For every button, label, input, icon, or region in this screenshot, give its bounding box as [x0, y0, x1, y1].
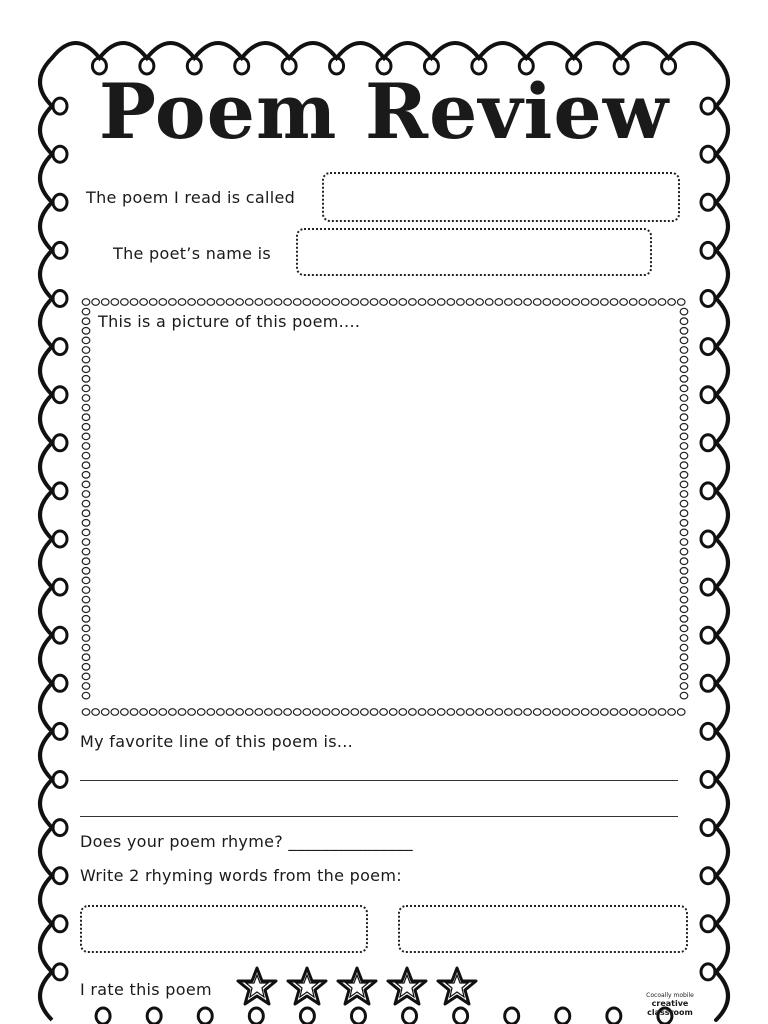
frame-ring: [610, 709, 618, 716]
frame-ring: [418, 299, 426, 306]
frame-ring: [82, 520, 90, 527]
frame-ring: [82, 308, 90, 315]
frame-ring: [255, 299, 263, 306]
frame-ring: [226, 299, 234, 306]
picture-label: This is a picture of this poem....: [98, 312, 361, 331]
frame-ring: [82, 376, 90, 383]
frame-ring: [680, 462, 688, 469]
border-curl: [53, 579, 67, 595]
border-left-edge: [40, 58, 52, 1020]
frame-ring: [341, 299, 349, 306]
frame-ring: [572, 709, 580, 716]
border-curl: [701, 291, 715, 307]
border-curl: [556, 1008, 570, 1024]
border-curl: [701, 964, 715, 980]
frame-ring: [649, 709, 657, 716]
frame-ring: [217, 299, 225, 306]
frame-ring: [101, 709, 109, 716]
page-title: Poem Review: [98, 67, 670, 156]
frame-ring: [82, 414, 90, 421]
poem-title-box[interactable]: [322, 172, 680, 222]
frame-ring: [680, 548, 688, 555]
frame-ring: [677, 709, 685, 716]
frame-ring: [680, 558, 688, 565]
frame-ring: [255, 709, 263, 716]
logo-line-1: Cocoally mobile: [646, 992, 694, 999]
frame-ring: [92, 709, 100, 716]
frame-ring: [680, 692, 688, 699]
frame-ring: [149, 709, 157, 716]
frame-ring: [265, 709, 273, 716]
frame-ring: [82, 347, 90, 354]
rhyming-words-label: Write 2 rhyming words from the poem:: [80, 866, 402, 885]
frame-ring: [82, 318, 90, 325]
border-curl: [505, 1008, 519, 1024]
frame-ring: [680, 673, 688, 680]
frame-ring: [197, 299, 205, 306]
frame-ring: [380, 709, 388, 716]
border-curl: [701, 723, 715, 739]
border-curl: [53, 627, 67, 643]
frame-ring: [572, 299, 580, 306]
frame-ring: [245, 299, 253, 306]
frame-ring: [668, 299, 676, 306]
frame-ring: [207, 299, 215, 306]
border-curl: [53, 242, 67, 258]
frame-ring: [447, 709, 455, 716]
frame-ring: [680, 683, 688, 690]
frame-ring: [82, 424, 90, 431]
frame-ring: [680, 433, 688, 440]
frame-ring: [495, 709, 503, 716]
frame-ring: [581, 709, 589, 716]
frame-ring: [680, 577, 688, 584]
frame-ring: [82, 606, 90, 613]
frame-ring: [399, 709, 407, 716]
frame-ring: [389, 299, 397, 306]
frame-ring: [121, 299, 129, 306]
frame-ring: [82, 664, 90, 671]
frame-ring: [82, 577, 90, 584]
frame-ring: [341, 709, 349, 716]
frame-ring: [82, 433, 90, 440]
frame-ring: [620, 709, 628, 716]
star-icon[interactable]: [436, 966, 478, 1006]
frame-ring: [680, 481, 688, 488]
frame-ring: [82, 452, 90, 459]
frame-ring: [680, 395, 688, 402]
frame-ring: [82, 481, 90, 488]
frame-ring: [658, 709, 666, 716]
frame-ring: [514, 709, 522, 716]
frame-ring: [236, 709, 244, 716]
frame-ring: [197, 709, 205, 716]
border-curl: [300, 1008, 314, 1024]
frame-ring: [399, 299, 407, 306]
frame-ring: [82, 644, 90, 651]
frame-ring: [82, 596, 90, 603]
frame-ring: [680, 606, 688, 613]
frame-ring: [543, 709, 551, 716]
frame-ring: [649, 299, 657, 306]
border-curl: [53, 339, 67, 355]
frame-ring: [361, 709, 369, 716]
frame-ring: [629, 709, 637, 716]
border-curl: [351, 1008, 365, 1024]
frame-ring: [505, 709, 513, 716]
frame-ring: [680, 596, 688, 603]
frame-ring: [680, 376, 688, 383]
border-curl: [607, 1008, 621, 1024]
frame-ring: [82, 443, 90, 450]
frame-ring: [140, 709, 148, 716]
frame-ring: [680, 520, 688, 527]
frame-ring: [82, 500, 90, 507]
frame-ring: [178, 709, 186, 716]
border-curl: [53, 964, 67, 980]
frame-ring: [680, 366, 688, 373]
frame-ring: [284, 299, 292, 306]
frame-ring: [457, 709, 465, 716]
frame-ring: [82, 529, 90, 536]
frame-ring: [370, 709, 378, 716]
frame-ring: [680, 616, 688, 623]
frame-ring: [680, 385, 688, 392]
frame-ring: [82, 491, 90, 498]
frame-ring: [680, 491, 688, 498]
frame-ring: [514, 299, 522, 306]
frame-ring: [680, 500, 688, 507]
frame-ring: [533, 709, 541, 716]
frame-ring: [82, 616, 90, 623]
border-curl: [701, 531, 715, 547]
frame-ring: [274, 709, 282, 716]
star-icon[interactable]: [336, 966, 378, 1006]
frame-ring: [476, 299, 484, 306]
frame-ring: [601, 299, 609, 306]
frame-ring: [332, 299, 340, 306]
frame-ring: [562, 299, 570, 306]
border-curl: [701, 579, 715, 595]
frame-ring: [680, 452, 688, 459]
frame-ring: [322, 709, 330, 716]
frame-ring: [313, 709, 321, 716]
border-curl: [147, 1008, 161, 1024]
frame-ring: [680, 414, 688, 421]
border-curl: [701, 387, 715, 403]
frame-ring: [82, 395, 90, 402]
frame-ring: [409, 299, 417, 306]
frame-ring: [130, 299, 138, 306]
frame-ring: [111, 709, 119, 716]
frame-ring: [466, 299, 474, 306]
frame-ring: [505, 299, 513, 306]
frame-ring: [543, 299, 551, 306]
poem-title-label: The poem I read is called: [86, 188, 296, 207]
frame-ring: [680, 529, 688, 536]
border-curl: [701, 675, 715, 691]
frame-ring: [620, 299, 628, 306]
picture-frame[interactable]: [80, 296, 690, 718]
frame-ring: [351, 299, 359, 306]
poet-name-box[interactable]: [296, 228, 652, 276]
border-curl: [53, 483, 67, 499]
frame-ring: [680, 587, 688, 594]
frame-ring: [293, 709, 301, 716]
frame-ring: [680, 539, 688, 546]
frame-ring: [680, 443, 688, 450]
frame-ring: [303, 299, 311, 306]
frame-ring: [428, 299, 436, 306]
frame-ring: [82, 548, 90, 555]
border-curl: [53, 675, 67, 691]
frame-ring: [169, 709, 177, 716]
border-curl: [701, 435, 715, 451]
frame-ring: [457, 299, 465, 306]
border-curl: [701, 483, 715, 499]
frame-ring: [82, 510, 90, 517]
border-curl: [53, 820, 67, 836]
poet-name-label: The poet’s name is: [113, 244, 272, 263]
frame-ring: [485, 299, 493, 306]
frame-ring: [409, 709, 417, 716]
frame-ring: [82, 683, 90, 690]
border-curl: [53, 194, 67, 210]
border-curl: [198, 1008, 212, 1024]
border-curl: [53, 387, 67, 403]
frame-ring: [680, 337, 688, 344]
frame-ring: [495, 299, 503, 306]
frame-ring: [149, 299, 157, 306]
frame-ring: [476, 709, 484, 716]
border-curl: [249, 1008, 263, 1024]
border-curl: [53, 868, 67, 884]
frame-ring: [140, 299, 148, 306]
favorite-line-writing-line-2[interactable]: [80, 816, 678, 817]
frame-ring: [639, 299, 647, 306]
border-curl: [454, 1008, 468, 1024]
frame-ring: [389, 709, 397, 716]
border-curl: [53, 435, 67, 451]
star-icon[interactable]: [386, 966, 428, 1006]
frame-ring: [680, 625, 688, 632]
frame-ring: [217, 709, 225, 716]
frame-ring: [680, 472, 688, 479]
frame-ring: [447, 299, 455, 306]
frame-ring: [668, 709, 676, 716]
frame-ring: [82, 558, 90, 565]
frame-ring: [303, 709, 311, 716]
frame-ring: [188, 299, 196, 306]
frame-ring: [92, 299, 100, 306]
frame-ring: [466, 709, 474, 716]
frame-ring: [658, 299, 666, 306]
frame-ring: [82, 692, 90, 699]
frame-ring: [524, 299, 532, 306]
frame-ring: [680, 424, 688, 431]
rhyming-word-box-1[interactable]: [80, 905, 368, 953]
frame-ring: [351, 709, 359, 716]
frame-ring: [553, 299, 561, 306]
star-icon[interactable]: [236, 966, 278, 1006]
brand-logo: [640, 992, 700, 1017]
frame-ring: [680, 664, 688, 671]
border-curl: [701, 868, 715, 884]
frame-ring: [159, 299, 167, 306]
frame-ring: [680, 510, 688, 517]
frame-ring: [428, 709, 436, 716]
frame-ring: [226, 709, 234, 716]
frame-ring: [610, 299, 618, 306]
border-curl: [701, 772, 715, 788]
border-curl: [403, 1008, 417, 1024]
frame-ring: [82, 328, 90, 335]
frame-ring: [82, 625, 90, 632]
frame-ring: [101, 299, 109, 306]
frame-ring: [82, 673, 90, 680]
frame-ring: [188, 709, 196, 716]
frame-ring: [437, 299, 445, 306]
border-curl: [701, 627, 715, 643]
rating-label: I rate this poem: [80, 980, 212, 999]
frame-ring: [680, 318, 688, 325]
frame-ring: [245, 709, 253, 716]
frame-ring: [121, 709, 129, 716]
border-curl: [701, 242, 715, 258]
border-curl: [701, 820, 715, 836]
frame-ring: [82, 587, 90, 594]
border-curl: [53, 916, 67, 932]
frame-ring: [553, 709, 561, 716]
logo-line-2: creative: [651, 999, 689, 1008]
frame-ring: [82, 472, 90, 479]
border-curl: [53, 291, 67, 307]
frame-ring: [159, 709, 167, 716]
border-curl: [53, 723, 67, 739]
frame-ring: [169, 299, 177, 306]
frame-ring: [562, 709, 570, 716]
frame-ring: [82, 337, 90, 344]
frame-ring: [82, 635, 90, 642]
frame-ring: [361, 299, 369, 306]
frame-ring: [82, 462, 90, 469]
frame-ring: [601, 709, 609, 716]
frame-ring: [437, 709, 445, 716]
frame-ring: [680, 328, 688, 335]
frame-ring: [82, 299, 90, 306]
frame-ring: [82, 709, 90, 716]
border-curl: [701, 194, 715, 210]
frame-ring: [82, 385, 90, 392]
frame-ring: [581, 299, 589, 306]
star-icon[interactable]: [286, 966, 328, 1006]
border-curl: [53, 531, 67, 547]
border-curl: [53, 772, 67, 788]
favorite-line-label: My favorite line of this poem is...: [80, 732, 354, 751]
frame-ring: [207, 709, 215, 716]
frame-ring: [293, 299, 301, 306]
frame-ring: [680, 644, 688, 651]
frame-ring: [680, 356, 688, 363]
frame-ring: [524, 709, 532, 716]
favorite-line-writing-line-1[interactable]: [80, 780, 678, 781]
frame-ring: [82, 539, 90, 546]
frame-ring: [380, 299, 388, 306]
frame-ring: [82, 356, 90, 363]
border-curl: [96, 1008, 110, 1024]
logo-line-3: classroom: [647, 1008, 693, 1017]
frame-ring: [284, 709, 292, 716]
border-curl: [701, 339, 715, 355]
frame-ring: [313, 299, 321, 306]
frame-ring: [370, 299, 378, 306]
frame-ring: [639, 709, 647, 716]
frame-ring: [680, 308, 688, 315]
frame-ring: [680, 404, 688, 411]
frame-ring: [322, 299, 330, 306]
frame-ring: [591, 299, 599, 306]
frame-ring: [236, 299, 244, 306]
frame-ring: [332, 709, 340, 716]
frame-ring: [533, 299, 541, 306]
rhyme-question: Does your poem rhyme? _______________: [80, 832, 413, 851]
frame-ring: [82, 404, 90, 411]
frame-ring: [591, 709, 599, 716]
frame-ring: [680, 635, 688, 642]
frame-ring: [274, 299, 282, 306]
frame-ring: [680, 347, 688, 354]
frame-ring: [485, 709, 493, 716]
frame-ring: [680, 568, 688, 575]
frame-ring: [680, 654, 688, 661]
frame-ring: [111, 299, 119, 306]
frame-ring: [82, 568, 90, 575]
frame-ring: [82, 366, 90, 373]
frame-ring: [418, 709, 426, 716]
star-rating[interactable]: [236, 966, 478, 1006]
rhyming-word-box-2[interactable]: [398, 905, 688, 953]
frame-ring: [265, 299, 273, 306]
frame-ring: [178, 299, 186, 306]
frame-ring: [677, 299, 685, 306]
border-curl: [701, 916, 715, 932]
frame-ring: [130, 709, 138, 716]
frame-ring: [82, 654, 90, 661]
frame-ring: [629, 299, 637, 306]
